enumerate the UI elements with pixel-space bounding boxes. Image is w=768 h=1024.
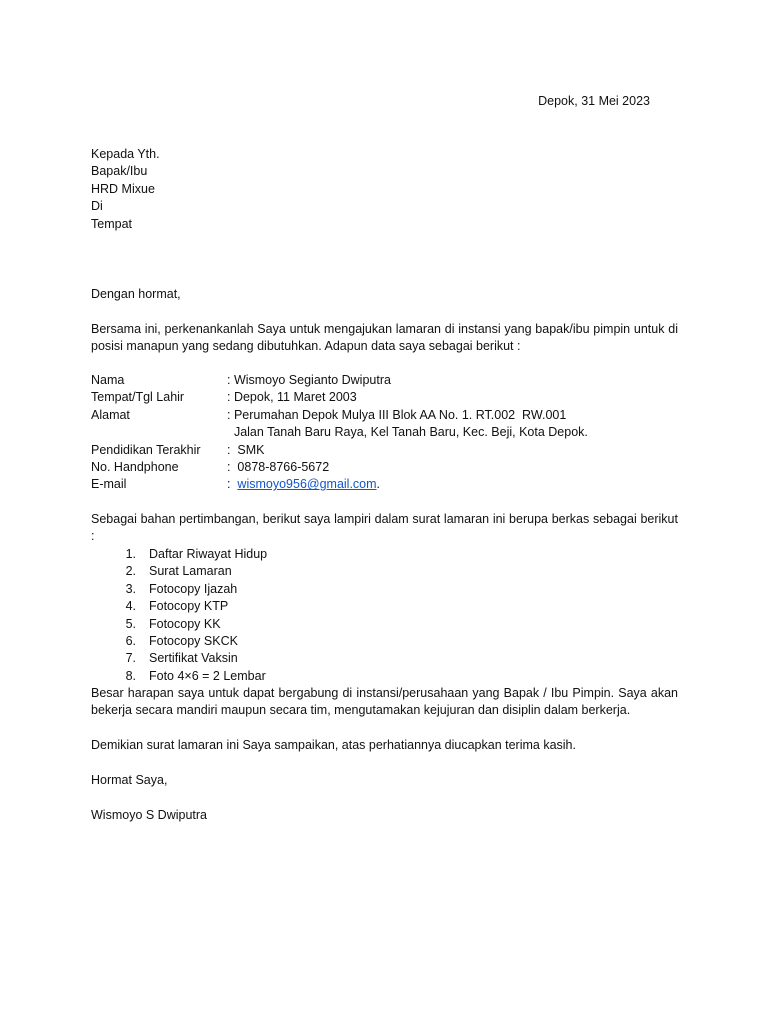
personal-data-table — [91, 372, 588, 494]
list-item-number: 7. — [125, 651, 136, 666]
data-label: Pendidikan Terakhir — [91, 442, 201, 457]
letter-date: Depok, 31 Mei 2023 — [538, 94, 650, 108]
email-link[interactable]: wismoyo956@gmail.com — [237, 477, 377, 492]
recipient-block — [91, 146, 160, 233]
data-row-email — [91, 476, 588, 493]
list-item-number: 8. — [125, 668, 136, 683]
recipient-line: Di — [91, 199, 103, 214]
closing-regards: Hormat Saya, — [91, 773, 168, 787]
salutation: Dengan hormat, — [91, 287, 181, 301]
list-item-text: Fotocopy KTP — [149, 599, 229, 614]
data-row-phone — [91, 459, 588, 476]
list-item-number: 6. — [125, 633, 136, 648]
list-item — [91, 546, 267, 563]
data-value: : SMK — [227, 442, 265, 457]
list-item — [91, 616, 267, 633]
data-label: Alamat — [91, 407, 130, 422]
list-item-text: Surat Lamaran — [149, 564, 232, 579]
list-item — [91, 633, 267, 650]
email-colon: : — [227, 477, 238, 492]
data-row-name — [91, 372, 588, 389]
recipient-line: Kepada Yth. — [91, 147, 160, 161]
signer-name: Wismoyo S Dwiputra — [91, 808, 207, 822]
data-row-address-cont — [91, 424, 588, 441]
list-item-text: Sertifikat Vaksin — [149, 651, 238, 666]
list-item — [91, 668, 267, 685]
list-item — [91, 598, 267, 615]
data-value: Jalan Tanah Baru Raya, Kel Tanah Baru, Kec. Beji, Kota Depok. — [227, 425, 588, 440]
data-row-birth — [91, 389, 588, 406]
list-item — [91, 581, 267, 598]
list-item — [91, 650, 267, 667]
hope-paragraph: Besar harapan saya untuk dapat bergabung di instansi/perusahaan yang Bapak / Ibu Pimpin. Saya akan bekerja secara mandiri maupun secara tim, mengutamakan kejujuran dan disiplin dalam berkerja. — [91, 686, 678, 718]
data-value: : Perumahan Depok Mulya III Blok AA No. 1. RT.002 RW.001 — [227, 407, 567, 422]
data-value: : Depok, 11 Maret 2003 — [227, 390, 357, 405]
list-item-text: Daftar Riwayat Hidup — [149, 547, 268, 561]
data-row-education — [91, 442, 588, 459]
list-item-number: 3. — [125, 581, 136, 596]
list-item-number: 5. — [125, 616, 136, 631]
list-item-text: Foto 4×6 = 2 Lembar — [149, 668, 266, 683]
closing-paragraph: Demikian surat lamaran ini Saya sampaikan, atas perhatiannya diucapkan terima kasih. — [91, 738, 576, 752]
recipient-line: HRD Mixue — [91, 181, 155, 196]
data-value: : Wismoyo Segianto Dwiputra — [227, 373, 391, 387]
intro-paragraph: Bersama ini, perkenankanlah Saya untuk mengajukan lamaran di instansi yang bapak/ibu pimpin untuk di posisi manapun yang sedang dibutuhkan. Adapun data saya sebagai berikut : — [91, 322, 678, 354]
list-item-number: 2. — [125, 564, 136, 579]
data-label: Nama — [91, 373, 125, 387]
list-item-number: 1. — [125, 547, 136, 561]
recipient-line: Tempat — [91, 216, 132, 231]
data-label: Tempat/Tgl Lahir — [91, 390, 185, 405]
data-value: : 0878-8766-5672 — [227, 459, 330, 474]
email-period: . — [376, 477, 381, 492]
data-label: No. Handphone — [91, 459, 179, 474]
recipient-line: Bapak/Ibu — [91, 164, 148, 179]
data-value — [227, 476, 380, 493]
list-item-text: Fotocopy KK — [149, 616, 221, 631]
list-item-number: 4. — [125, 599, 136, 614]
data-label-empty — [91, 424, 227, 441]
attachment-list — [91, 546, 267, 685]
data-row-address — [91, 407, 588, 424]
data-label: E-mail — [91, 477, 127, 492]
list-item — [91, 563, 267, 580]
list-item-text: Fotocopy Ijazah — [149, 581, 238, 596]
list-item-text: Fotocopy SKCK — [149, 633, 238, 648]
considerations-paragraph: Sebagai bahan pertimbangan, berikut saya lampiri dalam surat lamaran ini berupa berkas sebagai berikut : — [91, 512, 678, 544]
